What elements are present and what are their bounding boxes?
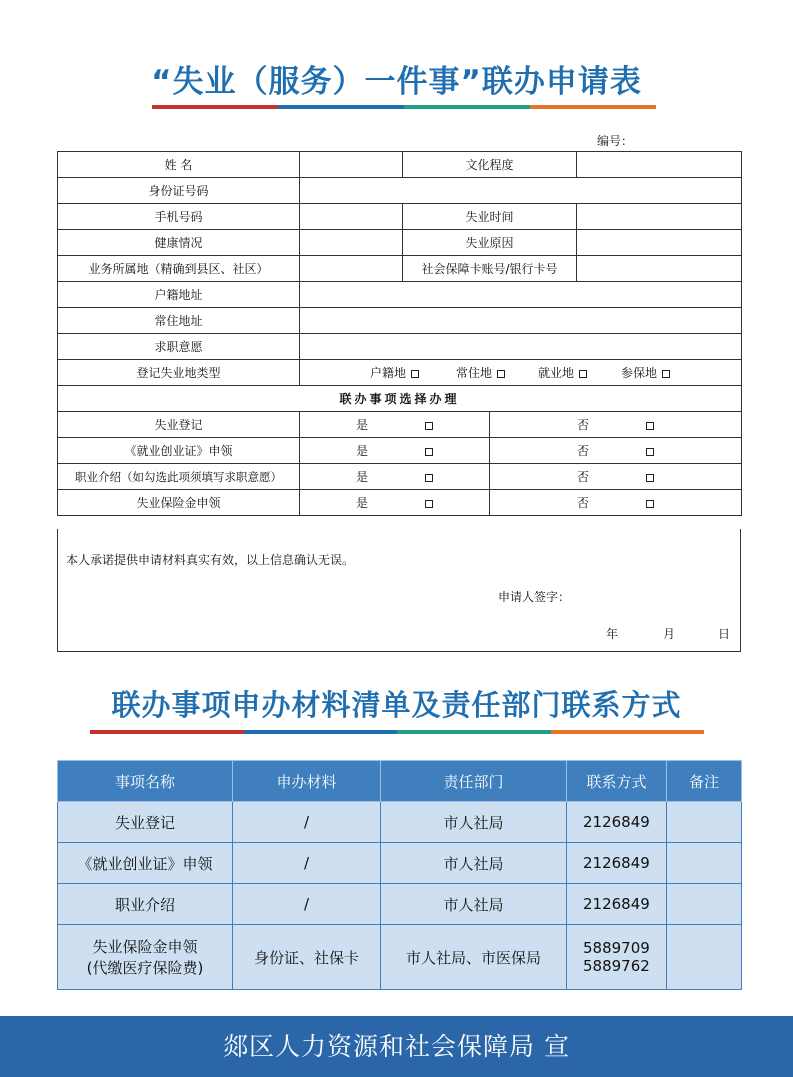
yes-label: 是 — [355, 444, 368, 458]
application-form — [57, 151, 742, 516]
id-number-field[interactable] — [300, 178, 742, 204]
header-item-name: 事项名称 — [58, 761, 233, 802]
phone-label: 手机号码 — [58, 204, 300, 230]
table-row — [58, 884, 742, 925]
underline-teal — [404, 105, 530, 109]
row-materials: / — [233, 884, 381, 925]
footer-banner: 郯区人力资源和社会保障局 宣 — [0, 1016, 793, 1077]
underline-blue — [278, 105, 404, 109]
title-underline — [152, 105, 656, 109]
header-note: 备注 — [667, 761, 742, 802]
table-row — [58, 802, 742, 843]
checkbox-icon[interactable] — [662, 370, 670, 378]
underline-blue — [244, 730, 398, 734]
row-item-name — [58, 925, 233, 990]
underline-red — [152, 105, 278, 109]
materials-table — [57, 760, 742, 990]
row-contact-line1: 5889709 — [583, 939, 650, 957]
checkbox-icon[interactable] — [646, 448, 654, 456]
yes-label: 是 — [355, 418, 368, 432]
unemploy-reason-label: 失业原因 — [403, 230, 577, 256]
checkbox-icon[interactable] — [425, 448, 433, 456]
row-note — [667, 843, 742, 884]
checkbox-icon[interactable] — [579, 370, 587, 378]
row-item-name-line1: 失业保险金申领 — [92, 938, 198, 956]
row-item-name-line2: (代缴医疗保险费) — [86, 959, 204, 977]
serial-number-label: 编号： — [597, 134, 634, 148]
row-contact-line2: 5889762 — [583, 957, 650, 975]
item-yes-option[interactable] — [300, 438, 490, 464]
ss-card-field[interactable] — [577, 256, 742, 282]
item-label: 职业介绍（如勾选此项须填写求职意愿） — [58, 464, 300, 490]
item-no-option[interactable] — [490, 490, 742, 516]
year-label: 年 — [606, 627, 619, 641]
education-field[interactable] — [577, 152, 742, 178]
item-no-option[interactable] — [490, 412, 742, 438]
no-label: 否 — [577, 470, 590, 484]
registration-type-options — [300, 360, 742, 386]
header-contact: 联系方式 — [567, 761, 667, 802]
id-number-label: 身份证号码 — [58, 178, 300, 204]
declaration-box — [57, 529, 741, 652]
checkbox-icon[interactable] — [425, 422, 433, 430]
list-title: 联办事项申办材料清单及责任部门联系方式 — [111, 688, 682, 722]
unemploy-time-field[interactable] — [577, 204, 742, 230]
month-label: 月 — [663, 627, 676, 641]
yes-label: 是 — [355, 496, 368, 510]
row-materials: 身份证、社保卡 — [233, 925, 381, 990]
row-contact: 2126849 — [567, 843, 667, 884]
table-header — [58, 761, 742, 802]
row-department: 市人社局、市医保局 — [381, 925, 567, 990]
underline-orange — [530, 105, 656, 109]
reg-type-residence[interactable] — [456, 364, 538, 381]
no-label: 否 — [577, 496, 590, 510]
checkbox-icon[interactable] — [646, 500, 654, 508]
row-item-name: 职业介绍 — [58, 884, 233, 925]
row-item-name: 失业登记 — [58, 802, 233, 843]
checkbox-icon[interactable] — [646, 422, 654, 430]
section-title: 联办事项选择办理 — [58, 386, 742, 412]
checkbox-icon[interactable] — [411, 370, 419, 378]
item-yes-option[interactable] — [300, 464, 490, 490]
checkbox-icon[interactable] — [497, 370, 505, 378]
job-intention-label: 求职意愿 — [58, 334, 300, 360]
health-field[interactable] — [300, 230, 403, 256]
row-materials: / — [233, 802, 381, 843]
unemploy-time-label: 失业时间 — [403, 204, 577, 230]
phone-field[interactable] — [300, 204, 403, 230]
item-label: 失业登记 — [58, 412, 300, 438]
unemploy-reason-field[interactable] — [577, 230, 742, 256]
row-department: 市人社局 — [381, 802, 567, 843]
row-item-name: 《就业创业证》申领 — [58, 843, 233, 884]
no-label: 否 — [577, 418, 590, 432]
header-department: 责任部门 — [381, 761, 567, 802]
item-label: 失业保险金申领 — [58, 490, 300, 516]
hukou-address-field[interactable] — [300, 282, 742, 308]
row-note — [667, 925, 742, 990]
name-label: 姓 名 — [58, 152, 300, 178]
education-label: 文化程度 — [403, 152, 577, 178]
health-label: 健康情况 — [58, 230, 300, 256]
declaration-text: 本人承诺提供申请材料真实有效，以上信息确认无误。 — [66, 553, 355, 567]
table-row — [58, 843, 742, 884]
reg-type-hukou[interactable] — [370, 364, 456, 381]
no-label: 否 — [577, 444, 590, 458]
reg-type-employment-label: 就业地 — [538, 366, 575, 380]
hukou-address-label: 户籍地址 — [58, 282, 300, 308]
day-label: 日 — [718, 627, 731, 641]
table-row — [58, 925, 742, 990]
item-label: 《就业创业证》申领 — [58, 438, 300, 464]
reg-type-insured-label: 参保地 — [621, 366, 658, 380]
row-contact: 2126849 — [567, 884, 667, 925]
checkbox-icon[interactable] — [425, 474, 433, 482]
item-yes-option[interactable] — [300, 490, 490, 516]
business-location-label: 业务所属地（精确到县区、社区） — [58, 256, 300, 282]
reg-type-employment[interactable] — [538, 364, 621, 381]
row-materials: / — [233, 843, 381, 884]
row-department: 市人社局 — [381, 884, 567, 925]
form-title: “失业（服务）一件事”联办申请表 — [151, 64, 642, 100]
list-title-underline — [90, 730, 704, 734]
business-location-field[interactable] — [300, 256, 403, 282]
signature-label: 申请人签字： — [498, 590, 571, 604]
row-contact — [567, 925, 667, 990]
checkbox-icon[interactable] — [425, 500, 433, 508]
residence-address-field[interactable] — [300, 308, 742, 334]
item-yes-option[interactable] — [300, 412, 490, 438]
underline-red — [90, 730, 244, 734]
reg-type-residence-label: 常住地 — [456, 366, 493, 380]
row-note — [667, 884, 742, 925]
ss-card-label: 社会保障卡账号/银行卡号 — [403, 256, 577, 282]
item-no-option[interactable] — [490, 464, 742, 490]
residence-address-label: 常住地址 — [58, 308, 300, 334]
item-no-option[interactable] — [490, 438, 742, 464]
row-department: 市人社局 — [381, 843, 567, 884]
reg-type-insured[interactable] — [621, 364, 670, 381]
reg-type-hukou-label: 户籍地 — [370, 366, 407, 380]
job-intention-field[interactable] — [300, 334, 742, 360]
registration-type-label: 登记失业地类型 — [58, 360, 300, 386]
name-field[interactable] — [300, 152, 403, 178]
row-note — [667, 802, 742, 843]
underline-orange — [551, 730, 705, 734]
underline-teal — [397, 730, 551, 734]
checkbox-icon[interactable] — [646, 474, 654, 482]
yes-label: 是 — [355, 470, 368, 484]
header-materials: 申办材料 — [233, 761, 381, 802]
row-contact: 2126849 — [567, 802, 667, 843]
